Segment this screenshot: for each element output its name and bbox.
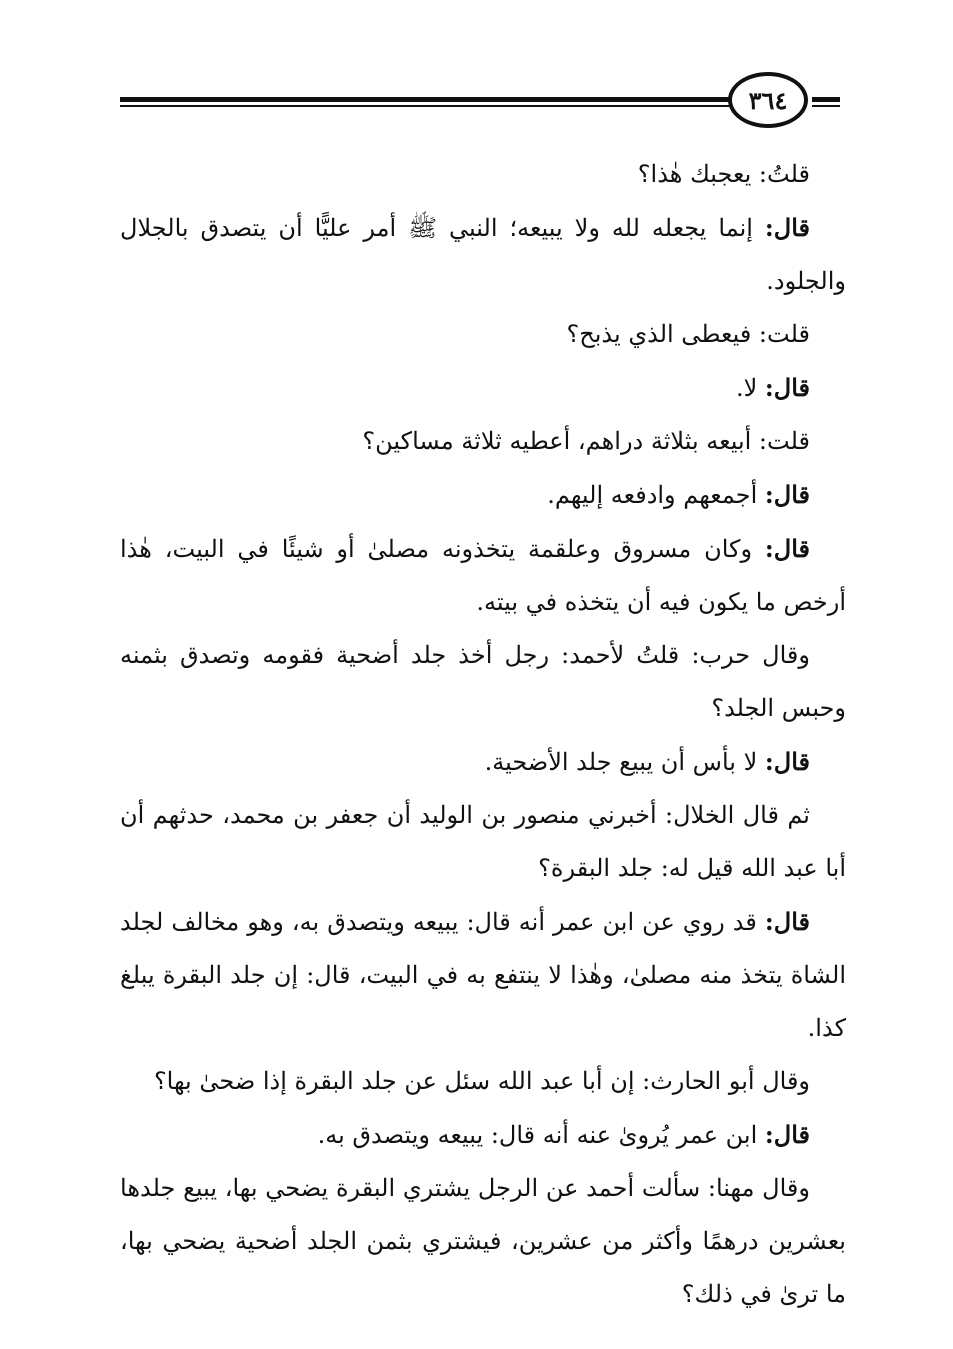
- paragraph-text: أجمعهم وادفعه إليهم.: [547, 481, 765, 509]
- paragraph: [120, 308, 846, 361]
- paragraph: [120, 1162, 846, 1321]
- paragraph-text: وقال مهنا: سألت أحمد عن الرجل يشتري البقرة يضحي بها، يبيع جلدها بعشرين درهمًا وأكثر من عشرين، فيشتري بثمن الجلد أضحية يضحي بها، ما ترىٰ في ذلك؟: [120, 1174, 846, 1308]
- paragraph-text: وقال حرب: قلتُ لأحمد: رجل أخذ جلد أضحية فقومه وتصدق بثمنه وحبس الجلد؟: [120, 641, 846, 722]
- page-number: ٣٦٤: [748, 85, 788, 115]
- paragraph: [120, 361, 846, 415]
- paragraph-text: وكان مسروق وعلقمة يتخذونه مصلىٰ أو شيئًا في البيت، هٰذا أرخص ما يكون فيه أن يتخذه في بيته.: [120, 535, 846, 616]
- paragraph: [120, 148, 846, 201]
- paragraph-text: قلت: فيعطى الذي يذبح؟: [566, 320, 810, 348]
- paragraph: [120, 468, 846, 522]
- paragraph-text: ابن عمر يُروىٰ عنه أنه قال: يبيعه ويتصدق به.: [317, 1121, 765, 1149]
- paragraph: [120, 415, 846, 468]
- paragraph: [120, 789, 846, 895]
- paragraph-text: قلتُ: يعجبك هٰذا؟: [637, 160, 810, 188]
- paragraph: [120, 629, 846, 735]
- speaker-label: قال:: [764, 480, 810, 509]
- paragraph: [120, 895, 846, 1055]
- paragraph: [120, 522, 846, 629]
- header-rule-right-thick: [812, 97, 840, 102]
- header-rule-thick: [120, 97, 730, 102]
- paragraph: [120, 1108, 846, 1162]
- paragraph: [120, 735, 846, 789]
- header-rule-right-thin: [812, 105, 840, 107]
- paragraph-text: قلت: أبيعه بثلاثة دراهم، أعطيه ثلاثة مساكين؟: [362, 427, 810, 455]
- paragraph-text: إنما يجعله لله ولا يبيعه؛ النبي ﷺ أمر عليًّا أن يتصدق بالجلال والجلود.: [120, 214, 846, 295]
- paragraph-text: قد روي عن ابن عمر أنه قال: يبيعه ويتصدق به، وهو مخالف لجلد الشاة يتخذ منه مصلىٰ، وهٰذا لا ينتفع به في البيت، قال: إن جلد البقرة يبلغ كذا.: [120, 908, 846, 1042]
- speaker-label: قال:: [764, 534, 810, 563]
- body-text: [120, 148, 846, 1321]
- header-rule-thin: [120, 105, 730, 107]
- page-header: [120, 72, 840, 132]
- paragraph-text: ثم قال الخلال: أخبرني منصور بن الوليد أن جعفر بن محمد، حدثهم أن أبا عبد الله قيل له: جلد البقرة؟: [120, 801, 846, 882]
- paragraph: [120, 201, 846, 308]
- paragraph-text: لا بأس أن يبيع جلد الأضحية.: [484, 748, 765, 776]
- speaker-label: قال:: [764, 747, 810, 776]
- speaker-label: قال:: [764, 213, 810, 242]
- speaker-label: قال:: [764, 1120, 810, 1149]
- paragraph-text: وقال أبو الحارث: إن أبا عبد الله سئل عن جلد البقرة إذا ضحىٰ بها؟: [153, 1067, 810, 1095]
- paragraph-text: لا.: [735, 374, 765, 402]
- page-number-badge: [728, 72, 808, 128]
- paragraph: [120, 1055, 846, 1108]
- speaker-label: قال:: [764, 907, 810, 936]
- speaker-label: قال:: [764, 373, 810, 402]
